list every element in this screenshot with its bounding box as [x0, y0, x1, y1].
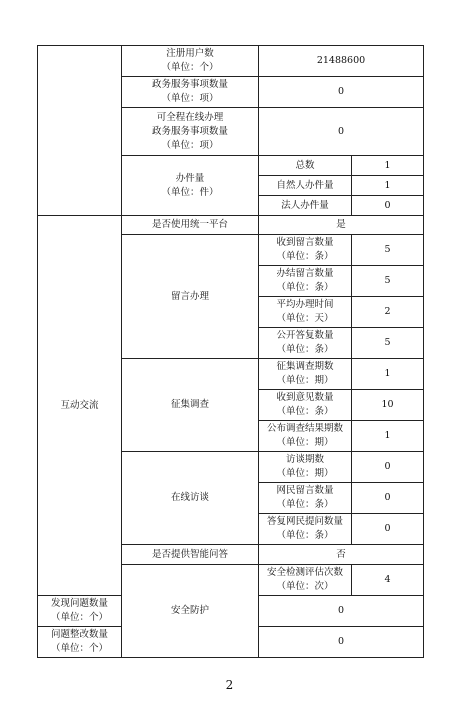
row-label: 安全检测评估次数 （单位：次）	[259, 565, 352, 596]
sub-value: 1	[352, 176, 424, 196]
row-value: 否	[259, 545, 424, 565]
group-label: 留言办理	[122, 235, 259, 359]
sub-label: 访谈期数 （单位：期）	[259, 452, 352, 483]
row-label: 发现问题数量 （单位：个）	[38, 596, 122, 627]
row-value: 4	[352, 565, 424, 596]
sub-label: 答复网民提问数量 （单位：条）	[259, 514, 352, 545]
row-label: 可全程在线办理 政务服务事项数量 （单位：项）	[122, 108, 259, 156]
sub-label: 办结留言数量 （单位：条）	[259, 266, 352, 297]
sub-label: 法人办件量	[259, 196, 352, 216]
sub-value: 5	[352, 235, 424, 266]
sub-value: 0	[352, 514, 424, 545]
sub-label: 总数	[259, 156, 352, 176]
sub-value: 0	[352, 452, 424, 483]
statistics-table	[37, 45, 424, 658]
sub-label: 公布调查结果期数 （单位：期）	[259, 421, 352, 452]
sub-label: 公开答复数量 （单位：条）	[259, 328, 352, 359]
sub-value: 0	[352, 196, 424, 216]
row-label: 是否提供智能问答	[122, 545, 259, 565]
sub-label: 网民留言数量 （单位：条）	[259, 483, 352, 514]
row-value: 21488600	[259, 46, 424, 77]
row-value: 0	[259, 596, 424, 627]
row-label: 是否使用统一平台	[122, 216, 259, 235]
group-label: 征集调查	[122, 359, 259, 452]
sub-value: 1	[352, 421, 424, 452]
row-value: 0	[259, 627, 424, 658]
section-label: 互动交流	[38, 216, 122, 596]
sub-value: 0	[352, 483, 424, 514]
row-label: 注册用户数 （单位：个）	[122, 46, 259, 77]
sub-label: 自然人办件量	[259, 176, 352, 196]
sub-value: 5	[352, 328, 424, 359]
sub-label: 平均办理时间 （单位：天）	[259, 297, 352, 328]
sub-label: 征集调查期数 （单位：期）	[259, 359, 352, 390]
group-label: 在线访谈	[122, 452, 259, 545]
section-cell-empty	[38, 46, 122, 216]
page-number: 2	[225, 678, 234, 692]
section-label: 安全防护	[122, 565, 259, 658]
sub-value: 1	[352, 359, 424, 390]
sub-label: 收到意见数量 （单位：条）	[259, 390, 352, 421]
table-row	[38, 46, 424, 77]
sub-value: 10	[352, 390, 424, 421]
row-label: 办件量 （单位：件）	[122, 156, 259, 216]
sub-value: 2	[352, 297, 424, 328]
sub-value: 5	[352, 266, 424, 297]
sub-value: 1	[352, 156, 424, 176]
row-label: 政务服务事项数量 （单位：项）	[122, 77, 259, 108]
table-row	[38, 216, 424, 235]
row-value: 是	[259, 216, 424, 235]
sub-label: 收到留言数量 （单位：条）	[259, 235, 352, 266]
row-label: 问题整改数量 （单位：个）	[38, 627, 122, 658]
row-value: 0	[259, 108, 424, 156]
row-value: 0	[259, 77, 424, 108]
